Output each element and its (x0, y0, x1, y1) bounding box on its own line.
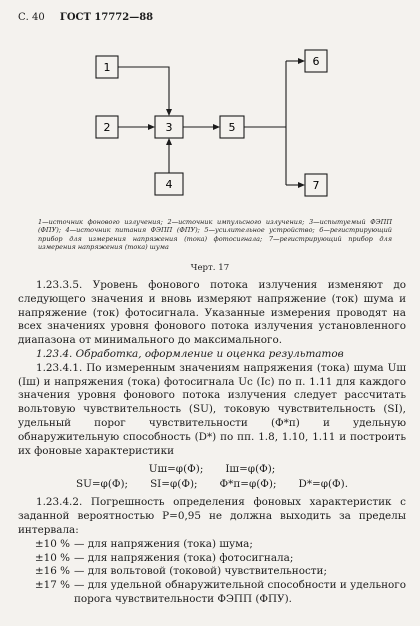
arrow-into-5 (213, 124, 220, 130)
tolerance-value: ±10 % (34, 537, 70, 550)
formula-si: SI=φ(Ф); (150, 478, 198, 491)
formula-noise-current: Iш=φ(Ф); (225, 463, 276, 476)
box-4-label: 4 (165, 178, 173, 191)
tolerance-item (18, 565, 406, 579)
arrow-into-3-top (166, 109, 172, 116)
heading-1-23-4: 1.23.4. Обработка, оформление и оценка результатов (36, 347, 344, 360)
box-6-label: 6 (312, 55, 320, 68)
formula-row-1 (18, 462, 406, 477)
formula-phi: Ф*п=φ(Ф); (219, 478, 277, 491)
page-number: С. 40 (18, 12, 45, 23)
formula-row-2 (18, 477, 406, 492)
arrow-into-3-left (148, 124, 155, 130)
tolerance-value: ±17 % (34, 579, 70, 592)
paragraph-1-23-4-2: 1.23.4.2. Погрешность определения фоновых характеристик с заданной вероятностью P=0,95 не должна выходить за пределы интервала: (18, 496, 406, 536)
formula-d: D*=φ(Ф). (298, 478, 349, 491)
tolerance-value: ±10 % (34, 551, 70, 564)
tolerance-description: — для напряжения (тока) шума; (74, 537, 253, 550)
box-3-label: 3 (165, 121, 173, 134)
box-5-label: 5 (228, 121, 236, 134)
tolerance-item (18, 552, 406, 566)
body-text (18, 279, 406, 607)
box-7-label: 7 (312, 179, 320, 192)
tolerance-description: — для удельной обнаружительной способности и удельного порога чувствительности ФЭПП (ФПУ). (74, 579, 406, 605)
arrow-into-6 (298, 58, 305, 64)
formulas (18, 462, 406, 492)
box-1-label: 1 (103, 61, 111, 74)
formula-su: SU=φ(Ф); (75, 478, 129, 491)
line-1-3 (118, 67, 169, 112)
box-2-label: 2 (103, 121, 111, 134)
paragraph-1-23-3-5: 1.23.3.5. Уровень фонового потока излучения изменяют до следующего значения и вновь измеряют напряжение (ток) шума и напряжение (ток) фотосигнала. Указанные измерения проводят на всех значениях уровня фонового потока излучения установленного диапазона от минимального до максимального. (18, 279, 406, 347)
figure-title: Черт. 17 (190, 263, 230, 273)
tolerance-description: — для напряжения (тока) фотосигнала; (74, 551, 294, 564)
tolerance-item (18, 579, 406, 607)
arrow-into-7 (298, 182, 305, 188)
arrow-into-3-bottom (166, 138, 172, 145)
tolerance-item (18, 538, 406, 552)
diagram-caption: 1—источник фонового излучения; 2—источник импульсного излучения; 3—испытуемый ФЭПП (ФПУ); 4—источник питания ФЭПП (ФПУ); 5—усилительное устройство; 6—регистрирующий прибор для измерения напряжения (тока) фотосигнала; 7—регистрирующий прибор для измерения напряжения (тока) шума (38, 218, 392, 251)
tolerance-description: — для вольтовой (токовой) чувствительности; (74, 565, 327, 578)
standard-number: ГОСТ 17772—88 (59, 12, 154, 23)
formula-noise-voltage: Uш=φ(Ф); (148, 463, 204, 476)
block-diagram (0, 0, 420, 220)
tolerance-value: ±16 % (34, 565, 70, 578)
paragraph-1-23-4-1: 1.23.4.1. По измеренным значениям напряжения (тока) шума Uш (Iш) и напряжения (тока) фотосигнала Uс (Iс) по п. 1.11 для каждого значения уровня фонового потока излучения следует рассчитать вольтовую чувствительность (SU), токовую чувствительность (SI), удельный порог чувствительности (Ф*п) и удельную обнаружительную способность (D*) по пп. 1.8, 1.10, 1.11 и построить их фоновые характеристики (18, 361, 406, 457)
